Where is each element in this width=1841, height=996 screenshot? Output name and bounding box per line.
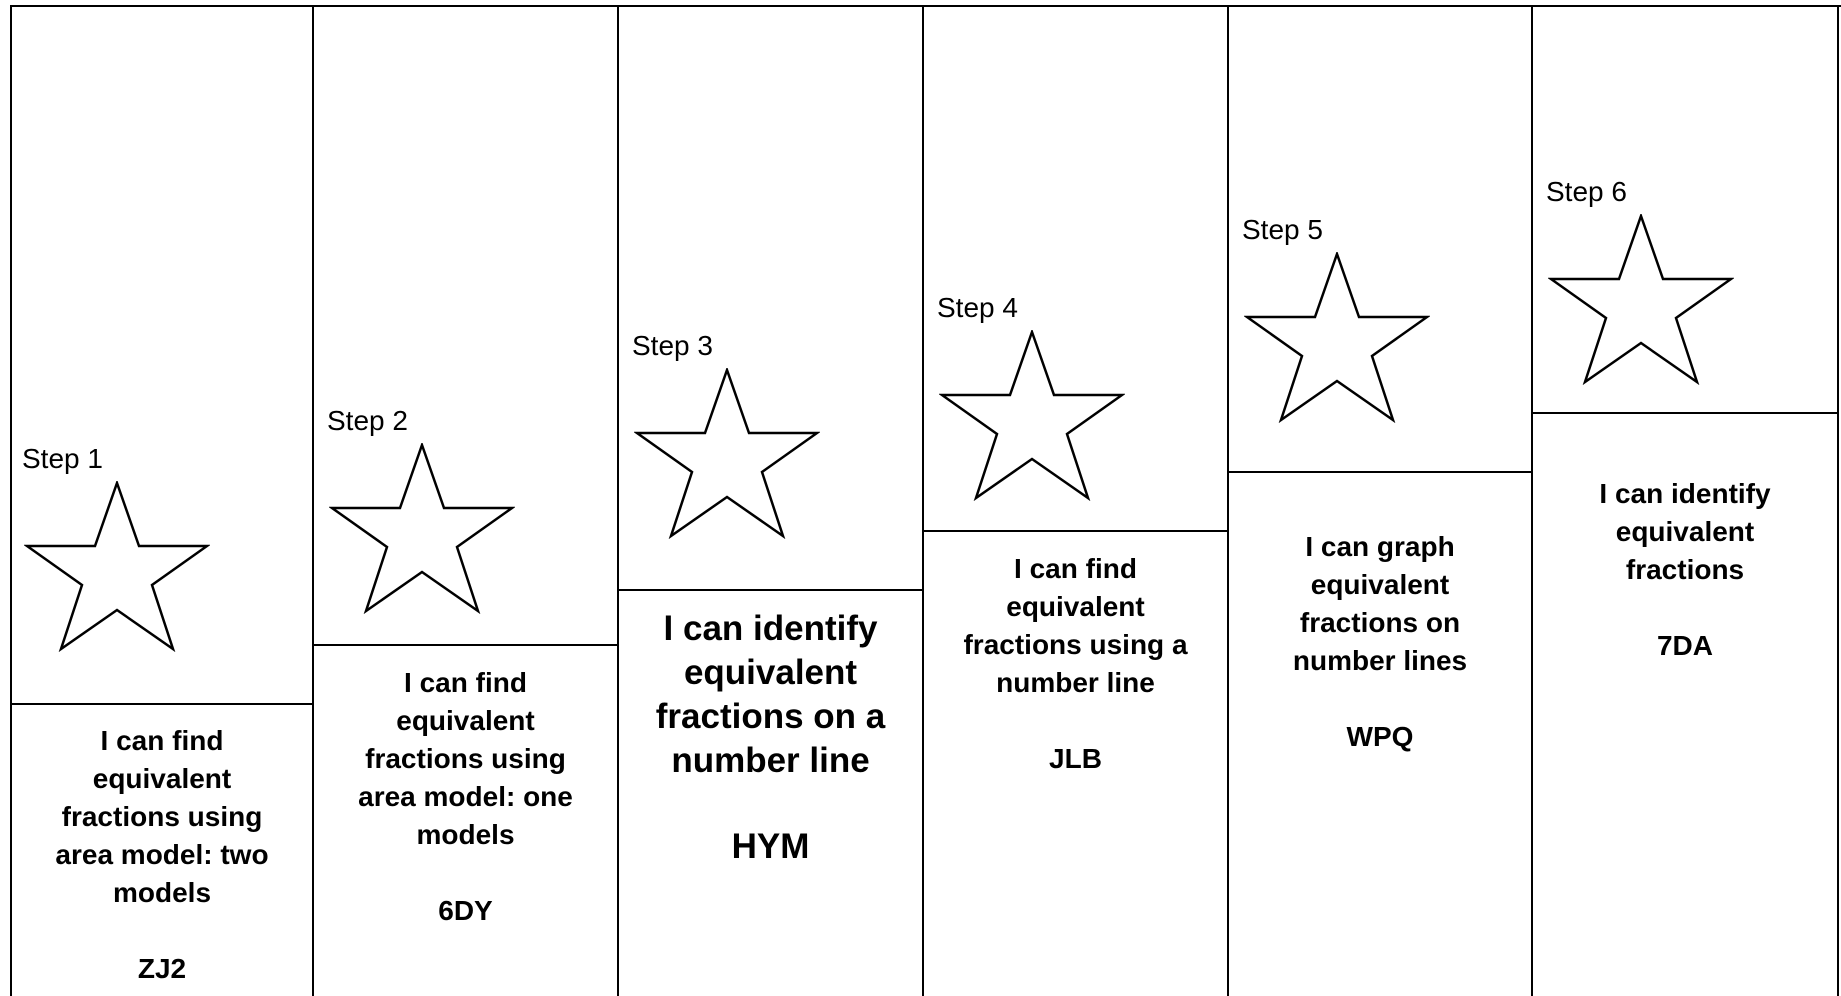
- goal-statement: I can identify equivalent fractions: [1599, 478, 1771, 585]
- step-line-2: [312, 644, 619, 646]
- step-line-3: [617, 589, 924, 591]
- goal-code: JLB: [1049, 743, 1102, 774]
- star-icon: [634, 368, 820, 539]
- goal-code: 6DY: [438, 895, 493, 926]
- step-label: Step 2: [327, 405, 408, 436]
- divider-1: [312, 5, 314, 996]
- learning-goal: [926, 550, 1225, 778]
- star-icon: [1548, 214, 1734, 385]
- frame-left: [10, 5, 12, 996]
- divider-2: [617, 5, 619, 996]
- learning-goal: [621, 607, 920, 869]
- step-label: Step 4: [937, 292, 1018, 323]
- step-line-5: [1227, 471, 1533, 473]
- star-icon: [1244, 252, 1430, 423]
- divider-5: [1531, 5, 1533, 996]
- goal-statement: I can identify equivalent fractions on a number line: [655, 609, 886, 780]
- star-icon: [24, 481, 210, 652]
- learning-goal: [14, 722, 310, 988]
- step-line-6: [1531, 412, 1839, 414]
- goal-statement: I can graph equivalent fractions on number lines: [1292, 531, 1468, 676]
- frame-right: [1837, 5, 1839, 996]
- learning-goal: [1231, 528, 1529, 756]
- divider-4: [1227, 5, 1229, 996]
- goal-statement: I can find equivalent fractions using a number line: [963, 553, 1188, 698]
- goal-statement: I can find equivalent fractions using area model: two models: [55, 725, 269, 908]
- star-icon: [939, 330, 1125, 501]
- frame-top: [10, 5, 1841, 7]
- learning-goal: [316, 664, 615, 930]
- goal-code: WPQ: [1346, 721, 1414, 752]
- divider-3: [922, 5, 924, 996]
- step-label: Step 3: [632, 330, 713, 361]
- learning-goal: [1535, 475, 1835, 665]
- goal-code: 7DA: [1656, 630, 1713, 661]
- goal-code: HYM: [731, 827, 810, 866]
- star-icon: [329, 443, 515, 614]
- goal-code: ZJ2: [137, 953, 187, 984]
- step-line-1: [10, 703, 314, 705]
- step-label: Step 6: [1546, 176, 1627, 207]
- step-line-4: [922, 530, 1229, 532]
- step-label: Step 5: [1242, 214, 1323, 245]
- goal-statement: I can find equivalent fractions using area model: one models: [358, 667, 573, 850]
- step-label: Step 1: [22, 443, 103, 474]
